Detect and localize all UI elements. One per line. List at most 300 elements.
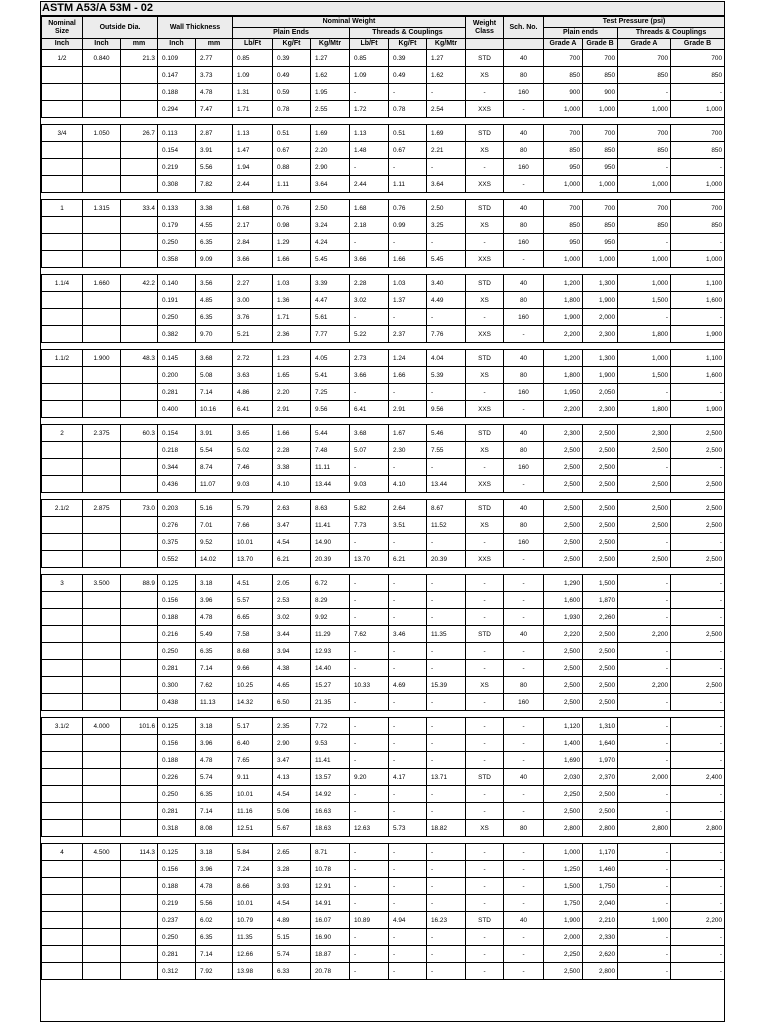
nominal-size-cell <box>42 895 83 912</box>
table-row <box>42 769 725 786</box>
tp-thread-grade-b-cell: - <box>671 459 725 476</box>
tp-plain-grade-a-cell: 850 <box>544 142 583 159</box>
thread-kgft-cell: 0.67 <box>389 142 427 159</box>
nominal-size-cell <box>42 84 83 101</box>
thread-kgmtr-cell: 16.23 <box>427 912 466 929</box>
thread-kgmtr-cell: 2.21 <box>427 142 466 159</box>
od-inch-cell <box>83 895 121 912</box>
thread-kgft-cell: - <box>389 592 427 609</box>
wall-mm-cell: 3.96 <box>196 861 233 878</box>
tp-thread-grade-a-cell: - <box>618 309 671 326</box>
wall-inch-cell: 0.276 <box>158 517 196 534</box>
tp-plain-grade-a-cell: 2,500 <box>544 803 583 820</box>
thread-kgft-cell: - <box>389 384 427 401</box>
plain-lbft-cell: 0.85 <box>233 50 273 67</box>
tp-plain-grade-b-cell: 1,460 <box>583 861 618 878</box>
tp-thread-grade-b-cell: 2,500 <box>671 425 725 442</box>
thread-lbft-cell: - <box>350 861 389 878</box>
weight-class-cell: XXS <box>466 326 504 343</box>
plain-kgft-cell: 3.94 <box>273 643 311 660</box>
tp-thread-grade-a-cell: - <box>618 946 671 963</box>
tp-plain-grade-a-cell: 1,200 <box>544 275 583 292</box>
plain-lbft-cell: 1.68 <box>233 200 273 217</box>
od-mm-cell <box>121 234 158 251</box>
plain-kgmtr-cell: 9.53 <box>311 735 350 752</box>
weight-class-cell: XS <box>466 677 504 694</box>
tp-thread-grade-a-cell: - <box>618 534 671 551</box>
plain-lbft-cell: 9.11 <box>233 769 273 786</box>
sch-no-cell: 80 <box>504 67 544 84</box>
thread-kgmtr-cell: - <box>427 384 466 401</box>
od-mm-cell <box>121 159 158 176</box>
plain-lbft-cell: 7.66 <box>233 517 273 534</box>
wall-mm-cell: 9.09 <box>196 251 233 268</box>
wall-mm-cell: 9.52 <box>196 534 233 551</box>
thread-lbft-cell: - <box>350 929 389 946</box>
weight-class-cell: XS <box>466 67 504 84</box>
wall-mm-cell: 3.68 <box>196 350 233 367</box>
od-mm-cell <box>121 912 158 929</box>
tp-plain-grade-b-cell: 1,900 <box>583 292 618 309</box>
thread-kgmtr-cell: - <box>427 575 466 592</box>
plain-kgft-cell: 0.59 <box>273 84 311 101</box>
tp-thread-grade-a-cell: - <box>618 609 671 626</box>
weight-class-cell: - <box>466 735 504 752</box>
plain-kgft-cell: 6.21 <box>273 551 311 568</box>
thread-kgft-cell: 1.03 <box>389 275 427 292</box>
thread-lbft-cell: 1.68 <box>350 200 389 217</box>
tp-plain-grade-b-cell: 2,500 <box>583 500 618 517</box>
tp-plain-grade-b-cell: 900 <box>583 84 618 101</box>
nominal-size-cell <box>42 234 83 251</box>
table-row <box>42 946 725 963</box>
wall-mm-cell: 4.78 <box>196 84 233 101</box>
plain-kgmtr-cell: 7.77 <box>311 326 350 343</box>
plain-lbft-cell: 12.51 <box>233 820 273 837</box>
tp-plain-grade-a-cell: 2,250 <box>544 946 583 963</box>
od-mm-cell <box>121 517 158 534</box>
nominal-size-cell <box>42 159 83 176</box>
sch-no-cell: 40 <box>504 500 544 517</box>
wall-mm-cell: 6.35 <box>196 643 233 660</box>
thread-lbft-cell: - <box>350 643 389 660</box>
tp-plain-grade-a-cell: 1,600 <box>544 592 583 609</box>
thread-kgft-cell: - <box>389 309 427 326</box>
wall-mm-cell: 3.18 <box>196 718 233 735</box>
thread-kgft-cell: 4.10 <box>389 476 427 493</box>
plain-kgmtr-cell: 1.62 <box>311 67 350 84</box>
plain-kgft-cell: 4.65 <box>273 677 311 694</box>
thread-lbft-cell: 10.89 <box>350 912 389 929</box>
tp-plain-grade-b-cell: 1,750 <box>583 878 618 895</box>
tp-plain-grade-b-cell: 1,640 <box>583 735 618 752</box>
tp-thread-grade-a-cell: - <box>618 575 671 592</box>
table-row <box>42 200 725 217</box>
tp-plain-grade-a-cell: 1,800 <box>544 292 583 309</box>
thread-kgmtr-cell: 7.76 <box>427 326 466 343</box>
plain-kgft-cell: 4.89 <box>273 912 311 929</box>
table-row <box>42 67 725 84</box>
thread-lbft-cell: 3.66 <box>350 367 389 384</box>
sch-no-cell: 160 <box>504 159 544 176</box>
sch-no-cell: 40 <box>504 125 544 142</box>
od-mm-cell <box>121 786 158 803</box>
spacer-cell <box>42 343 725 350</box>
sch-no-cell: - <box>504 786 544 803</box>
weight-class-cell: - <box>466 803 504 820</box>
wall-mm-cell: 7.82 <box>196 176 233 193</box>
tp-plain-grade-b-cell: 2,500 <box>583 694 618 711</box>
plain-lbft-cell: 1.71 <box>233 101 273 118</box>
thread-kgft-cell: 0.99 <box>389 217 427 234</box>
od-mm-cell <box>121 643 158 660</box>
spacer-cell <box>42 418 725 425</box>
nominal-size-cell <box>42 176 83 193</box>
weight-class-cell: - <box>466 946 504 963</box>
tp-thread-grade-b-cell: - <box>671 234 725 251</box>
wall-inch-cell: 0.188 <box>158 752 196 769</box>
weight-class-cell: XS <box>466 217 504 234</box>
weight-class-cell: - <box>466 234 504 251</box>
unit-header-blank <box>504 39 544 50</box>
plain-lbft-cell: 11.16 <box>233 803 273 820</box>
od-inch-cell <box>83 769 121 786</box>
thread-kgmtr-cell: 1.69 <box>427 125 466 142</box>
od-mm-cell <box>121 861 158 878</box>
thread-kgmtr-cell: - <box>427 861 466 878</box>
unit-header: Kg/Mtr <box>311 39 350 50</box>
thread-kgmtr-cell: 13.44 <box>427 476 466 493</box>
tp-thread-grade-b-cell: 2,500 <box>671 677 725 694</box>
tp-plain-grade-a-cell: 2,500 <box>544 660 583 677</box>
od-inch-cell: 1.050 <box>83 125 121 142</box>
wall-inch-cell: 0.344 <box>158 459 196 476</box>
tp-plain-grade-a-cell: 850 <box>544 217 583 234</box>
nominal-size-cell <box>42 384 83 401</box>
plain-kgft-cell: 6.50 <box>273 694 311 711</box>
sch-no-cell: 40 <box>504 425 544 442</box>
wall-mm-cell: 3.18 <box>196 575 233 592</box>
plain-kgmtr-cell: 11.29 <box>311 626 350 643</box>
thread-kgft-cell: - <box>389 234 427 251</box>
tp-plain-grade-b-cell: 700 <box>583 50 618 67</box>
weight-class-cell: XS <box>466 820 504 837</box>
tp-plain-grade-a-cell: 2,200 <box>544 401 583 418</box>
plain-kgmtr-cell: 4.05 <box>311 350 350 367</box>
od-inch-cell <box>83 401 121 418</box>
thread-kgft-cell: 6.21 <box>389 551 427 568</box>
nominal-size-cell <box>42 326 83 343</box>
wall-mm-cell: 2.87 <box>196 125 233 142</box>
tp-thread-grade-a-cell: 2,200 <box>618 626 671 643</box>
header-tp-plain-ends: Plain ends <box>544 28 618 39</box>
thread-kgmtr-cell: - <box>427 309 466 326</box>
tp-thread-grade-a-cell: - <box>618 660 671 677</box>
weight-class-cell: - <box>466 929 504 946</box>
od-mm-cell <box>121 442 158 459</box>
table-row <box>42 609 725 626</box>
od-inch-cell: 0.840 <box>83 50 121 67</box>
plain-kgft-cell: 0.88 <box>273 159 311 176</box>
plain-kgft-cell: 2.35 <box>273 718 311 735</box>
plain-lbft-cell: 5.17 <box>233 718 273 735</box>
tp-thread-grade-a-cell: 1,800 <box>618 326 671 343</box>
wall-inch-cell: 0.109 <box>158 50 196 67</box>
plain-kgft-cell: 1.03 <box>273 275 311 292</box>
tp-plain-grade-a-cell: 2,500 <box>544 677 583 694</box>
thread-kgmtr-cell: 2.54 <box>427 101 466 118</box>
nominal-size-cell <box>42 752 83 769</box>
tp-thread-grade-b-cell: 1,000 <box>671 251 725 268</box>
od-mm-cell <box>121 84 158 101</box>
nominal-size-cell <box>42 292 83 309</box>
plain-lbft-cell: 13.98 <box>233 963 273 980</box>
unit-header: Kg/Mtr <box>427 39 466 50</box>
plain-kgmtr-cell: 2.90 <box>311 159 350 176</box>
od-mm-cell <box>121 476 158 493</box>
weight-class-cell: XXS <box>466 251 504 268</box>
thread-kgmtr-cell: - <box>427 459 466 476</box>
table-row <box>42 251 725 268</box>
plain-kgft-cell: 6.33 <box>273 963 311 980</box>
table-row <box>42 912 725 929</box>
tp-plain-grade-a-cell: 1,800 <box>544 367 583 384</box>
wall-mm-cell: 3.73 <box>196 67 233 84</box>
table-row <box>42 878 725 895</box>
nominal-size-cell: 3.1/2 <box>42 718 83 735</box>
tp-plain-grade-b-cell: 2,500 <box>583 442 618 459</box>
sch-no-cell: - <box>504 735 544 752</box>
tp-plain-grade-a-cell: 2,030 <box>544 769 583 786</box>
plain-kgmtr-cell: 2.55 <box>311 101 350 118</box>
nominal-size-cell: 1.1/4 <box>42 275 83 292</box>
plain-kgft-cell: 4.38 <box>273 660 311 677</box>
sch-no-cell: 40 <box>504 769 544 786</box>
wall-mm-cell: 7.14 <box>196 384 233 401</box>
plain-lbft-cell: 7.24 <box>233 861 273 878</box>
wall-inch-cell: 0.436 <box>158 476 196 493</box>
table-row <box>42 384 725 401</box>
thread-kgmtr-cell: - <box>427 84 466 101</box>
thread-kgmtr-cell: 9.56 <box>427 401 466 418</box>
thread-kgmtr-cell: - <box>427 946 466 963</box>
wall-mm-cell: 8.08 <box>196 820 233 837</box>
thread-kgmtr-cell: 1.62 <box>427 67 466 84</box>
tp-thread-grade-a-cell: - <box>618 592 671 609</box>
thread-kgmtr-cell: 15.39 <box>427 677 466 694</box>
thread-lbft-cell: - <box>350 803 389 820</box>
tp-thread-grade-b-cell: 700 <box>671 125 725 142</box>
thread-kgft-cell: 1.11 <box>389 176 427 193</box>
thread-kgmtr-cell: - <box>427 963 466 980</box>
od-mm-cell: 60.3 <box>121 425 158 442</box>
od-mm-cell <box>121 963 158 980</box>
sch-no-cell: 160 <box>504 694 544 711</box>
weight-class-cell: STD <box>466 912 504 929</box>
thread-kgft-cell: - <box>389 575 427 592</box>
tp-thread-grade-a-cell: 2,500 <box>618 476 671 493</box>
thread-kgmtr-cell: - <box>427 643 466 660</box>
tp-thread-grade-a-cell: 1,000 <box>618 176 671 193</box>
table-row <box>42 643 725 660</box>
od-mm-cell <box>121 820 158 837</box>
plain-lbft-cell: 1.47 <box>233 142 273 159</box>
thread-kgmtr-cell: - <box>427 159 466 176</box>
od-inch-cell <box>83 384 121 401</box>
table-row <box>42 500 725 517</box>
weight-class-cell: - <box>466 592 504 609</box>
tp-plain-grade-a-cell: 900 <box>544 84 583 101</box>
wall-inch-cell: 0.250 <box>158 643 196 660</box>
table-row <box>42 442 725 459</box>
thread-kgmtr-cell: - <box>427 718 466 735</box>
thread-kgmtr-cell: 13.71 <box>427 769 466 786</box>
tp-thread-grade-b-cell: - <box>671 84 725 101</box>
table-row <box>42 275 725 292</box>
od-mm-cell <box>121 677 158 694</box>
plain-kgft-cell: 2.90 <box>273 735 311 752</box>
thread-kgft-cell: 4.69 <box>389 677 427 694</box>
wall-mm-cell: 4.78 <box>196 609 233 626</box>
tp-plain-grade-a-cell: 2,500 <box>544 963 583 980</box>
thread-kgmtr-cell: - <box>427 803 466 820</box>
plain-lbft-cell: 3.63 <box>233 367 273 384</box>
tp-plain-grade-b-cell: 2,260 <box>583 609 618 626</box>
thread-lbft-cell: - <box>350 575 389 592</box>
od-mm-cell <box>121 946 158 963</box>
tp-thread-grade-a-cell: - <box>618 786 671 803</box>
tp-plain-grade-b-cell: 2,500 <box>583 660 618 677</box>
plain-kgmtr-cell: 13.44 <box>311 476 350 493</box>
wall-mm-cell: 11.07 <box>196 476 233 493</box>
plain-kgmtr-cell: 14.91 <box>311 895 350 912</box>
plain-lbft-cell: 4.51 <box>233 575 273 592</box>
thread-lbft-cell: - <box>350 946 389 963</box>
weight-class-cell: - <box>466 459 504 476</box>
weight-class-cell: STD <box>466 350 504 367</box>
plain-lbft-cell: 10.01 <box>233 895 273 912</box>
tp-plain-grade-b-cell: 700 <box>583 200 618 217</box>
tp-plain-grade-b-cell: 2,620 <box>583 946 618 963</box>
weight-class-cell: STD <box>466 200 504 217</box>
sch-no-cell: 160 <box>504 534 544 551</box>
nominal-size-cell <box>42 946 83 963</box>
sch-no-cell: 80 <box>504 677 544 694</box>
wall-inch-cell: 0.300 <box>158 677 196 694</box>
plain-kgmtr-cell: 5.61 <box>311 309 350 326</box>
wall-inch-cell: 0.191 <box>158 292 196 309</box>
sch-no-cell: - <box>504 575 544 592</box>
tp-plain-grade-a-cell: 2,500 <box>544 459 583 476</box>
tp-plain-grade-b-cell: 2,500 <box>583 626 618 643</box>
od-inch-cell <box>83 820 121 837</box>
tp-thread-grade-b-cell: 2,500 <box>671 517 725 534</box>
plain-kgft-cell: 2.53 <box>273 592 311 609</box>
tp-thread-grade-b-cell: - <box>671 660 725 677</box>
header-threads-couplings: Threads & Couplings <box>350 28 466 39</box>
thread-kgft-cell: - <box>389 752 427 769</box>
thread-kgmtr-cell: 4.04 <box>427 350 466 367</box>
sch-no-cell: 80 <box>504 367 544 384</box>
thread-kgft-cell: 0.51 <box>389 125 427 142</box>
wall-inch-cell: 0.375 <box>158 534 196 551</box>
plain-kgmtr-cell: 14.90 <box>311 534 350 551</box>
header-nominal-size: Nominal Size <box>42 17 83 39</box>
tp-plain-grade-b-cell: 2,300 <box>583 401 618 418</box>
thread-lbft-cell: 3.66 <box>350 251 389 268</box>
plain-lbft-cell: 1.94 <box>233 159 273 176</box>
plain-kgmtr-cell: 21.35 <box>311 694 350 711</box>
nominal-size-cell <box>42 592 83 609</box>
plain-kgmtr-cell: 4.47 <box>311 292 350 309</box>
wall-mm-cell: 5.49 <box>196 626 233 643</box>
table-row <box>42 575 725 592</box>
thread-lbft-cell: 13.70 <box>350 551 389 568</box>
wall-inch-cell: 0.237 <box>158 912 196 929</box>
wall-inch-cell: 0.156 <box>158 861 196 878</box>
tp-thread-grade-b-cell: - <box>671 963 725 980</box>
thread-lbft-cell: 10.33 <box>350 677 389 694</box>
wall-inch-cell: 0.154 <box>158 142 196 159</box>
wall-mm-cell: 3.38 <box>196 200 233 217</box>
tp-thread-grade-a-cell: - <box>618 718 671 735</box>
plain-lbft-cell: 2.27 <box>233 275 273 292</box>
tp-thread-grade-b-cell: - <box>671 534 725 551</box>
weight-class-cell: XXS <box>466 551 504 568</box>
od-mm-cell <box>121 67 158 84</box>
tp-thread-grade-a-cell: 1,800 <box>618 401 671 418</box>
od-mm-cell <box>121 292 158 309</box>
tp-thread-grade-b-cell: 2,800 <box>671 820 725 837</box>
thread-kgmtr-cell: - <box>427 895 466 912</box>
od-mm-cell <box>121 176 158 193</box>
unit-header: Inch <box>42 39 83 50</box>
tp-thread-grade-a-cell: - <box>618 384 671 401</box>
table-row <box>42 326 725 343</box>
wall-inch-cell: 0.188 <box>158 84 196 101</box>
tp-plain-grade-b-cell: 2,800 <box>583 820 618 837</box>
tp-plain-grade-a-cell: 700 <box>544 200 583 217</box>
wall-inch-cell: 0.281 <box>158 660 196 677</box>
plain-kgmtr-cell: 16.90 <box>311 929 350 946</box>
thread-lbft-cell: - <box>350 534 389 551</box>
thread-lbft-cell: - <box>350 660 389 677</box>
thread-lbft-cell: - <box>350 844 389 861</box>
weight-class-cell: - <box>466 895 504 912</box>
table-row <box>42 459 725 476</box>
sch-no-cell: 160 <box>504 309 544 326</box>
tp-thread-grade-a-cell: 1,000 <box>618 275 671 292</box>
tp-thread-grade-b-cell: 850 <box>671 142 725 159</box>
od-inch-cell: 2.375 <box>83 425 121 442</box>
tp-thread-grade-b-cell: - <box>671 735 725 752</box>
tp-plain-grade-b-cell: 1,000 <box>583 101 618 118</box>
wall-mm-cell: 5.16 <box>196 500 233 517</box>
od-mm-cell: 33.4 <box>121 200 158 217</box>
table-row <box>42 677 725 694</box>
weight-class-cell: - <box>466 694 504 711</box>
plain-kgmtr-cell: 8.63 <box>311 500 350 517</box>
wall-mm-cell: 5.56 <box>196 159 233 176</box>
group-spacer <box>42 568 725 575</box>
plain-kgmtr-cell: 12.93 <box>311 643 350 660</box>
thread-lbft-cell: 1.09 <box>350 67 389 84</box>
plain-kgft-cell: 4.10 <box>273 476 311 493</box>
table-row <box>42 718 725 735</box>
plain-kgft-cell: 5.67 <box>273 820 311 837</box>
plain-lbft-cell: 3.66 <box>233 251 273 268</box>
tp-thread-grade-a-cell: 1,000 <box>618 251 671 268</box>
